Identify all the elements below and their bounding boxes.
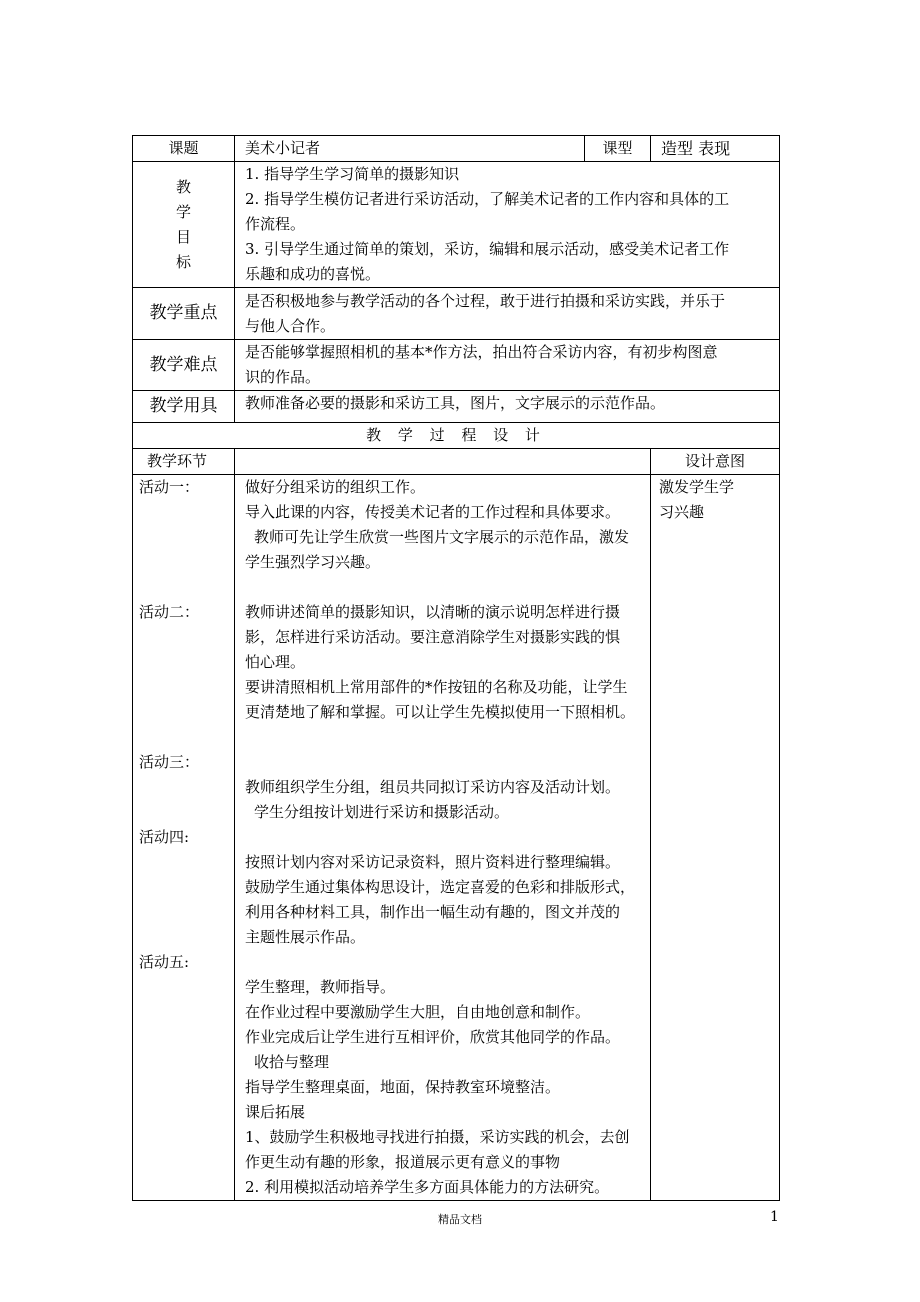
- content-line: 做好分组采访的组织工作。: [245, 478, 426, 496]
- type-label: 课型: [585, 136, 651, 162]
- objectives-label-char: 标: [175, 252, 191, 271]
- objective-line: 作流程。: [245, 215, 306, 233]
- stage-label: 活动三：: [139, 753, 200, 771]
- focus-line: 与他人合作。: [245, 316, 336, 335]
- tools-label: 教学用具: [133, 391, 235, 423]
- content-line: 导入此课的内容，传授美术记者的工作过程和具体要求。: [245, 503, 621, 521]
- objectives-row: [133, 162, 780, 288]
- content-column: [235, 475, 651, 1201]
- focus-line: 是否积极地参与教学活动的各个过程，敢于进行拍摄和采访实践，并乐于: [245, 291, 726, 310]
- content-line: 学生整理，教师指导。: [245, 978, 396, 996]
- stage-column-header: 教学环节: [133, 449, 235, 475]
- content-line: 作更生动有趣的形象，报道展示更有意义的事物: [245, 1153, 561, 1171]
- content-line: 课后拓展: [245, 1103, 306, 1121]
- objectives-label-char: 学: [175, 202, 191, 221]
- difficulty-label: 教学难点: [133, 340, 235, 391]
- topic-row: [133, 136, 780, 162]
- content-line: 在作业过程中要激励学生大胆，自由地创意和制作。: [245, 1003, 591, 1021]
- content-column-header: [235, 449, 651, 475]
- objective-line: 2. 指导学生模仿记者进行采访活动，了解美术记者的工作内容和具体的工: [245, 190, 730, 208]
- content-line: 主题性展示作品。: [245, 928, 366, 946]
- focus-text: [235, 288, 780, 340]
- difficulty-row: [133, 340, 780, 391]
- content-line: 教师讲述简单的摄影知识，以清晰的演示说明怎样进行摄: [245, 603, 621, 621]
- content-line: 要讲清照相机上常用部件的*作按钮的名称及功能，让学生: [245, 678, 628, 696]
- objectives-label: [133, 162, 235, 288]
- content-line: 更清楚地了解和掌握。可以让学生先模拟使用一下照相机。: [245, 703, 636, 721]
- content-line: 教师组织学生分组，组员共同拟订采访内容及活动计划。: [245, 778, 621, 796]
- objectives-label-char: 目: [175, 227, 191, 246]
- objective-line: 乐趣和成功的喜悦。: [245, 265, 381, 283]
- intent-column-header: 设计意图: [651, 449, 780, 475]
- content-line: 2. 利用模拟活动培养学生多方面具体能力的方法研究。: [245, 1178, 610, 1196]
- objectives-label-char: 教: [175, 177, 191, 196]
- focus-label: 教学重点: [133, 288, 235, 340]
- objective-line: 3. 引导学生通过简单的策划，采访，编辑和展示活动，感受美术记者工作: [245, 240, 730, 258]
- process-body-row: [133, 475, 780, 1201]
- tools-row: [133, 391, 780, 423]
- content-line: 学生强烈学习兴趣。: [245, 553, 381, 571]
- content-line: 指导学生整理桌面，地面，保持教室环境整洁。: [245, 1078, 561, 1096]
- stage-label: 活动二：: [139, 603, 200, 621]
- tools-text: 教师准备必要的摄影和采访工具，图片，文字展示的示范作品。: [235, 391, 780, 423]
- content-line: 学生分组按计划进行采访和摄影活动。: [254, 803, 510, 821]
- objectives-text: [235, 162, 780, 288]
- topic-value: 美术小记者: [235, 136, 585, 162]
- content-line: 利用各种材料工具，制作出一幅生动有趣的，图文并茂的: [245, 903, 621, 921]
- focus-row: [133, 288, 780, 340]
- type-value: 造型 表现: [651, 136, 780, 162]
- lesson-plan-table: [132, 135, 780, 1201]
- footer-label: 精品文档: [438, 1213, 482, 1226]
- difficulty-line: 是否能够掌握照相机的基本*作方法，拍出符合采访内容，有初步构图意: [245, 343, 718, 361]
- objective-line: 1. 指导学生学习简单的摄影知识: [245, 165, 460, 183]
- content-line: 影，怎样进行采访活动。要注意消除学生对摄影实践的惧: [245, 628, 621, 646]
- content-line: 收拾与整理: [254, 1053, 330, 1071]
- content-line: 教师可先让学生欣赏一些图片文字展示的示范作品，激发: [254, 528, 630, 546]
- content-line: 鼓励学生通过集体构思设计，选定喜爱的色彩和排版形式，: [245, 878, 636, 896]
- difficulty-text: [235, 340, 780, 391]
- stage-label: 活动四:: [139, 828, 190, 846]
- content-line: 按照计划内容对采访记录资料，照片资料进行整理编辑。: [245, 853, 621, 871]
- process-header-row: [133, 449, 780, 475]
- stage-label: 活动五:: [139, 953, 190, 971]
- difficulty-line: 识的作品。: [245, 368, 321, 386]
- topic-label: 课题: [133, 136, 235, 162]
- page-number: 1: [770, 1209, 779, 1225]
- stage-label: 活动一：: [139, 478, 200, 496]
- stage-column: [133, 475, 235, 1201]
- process-title-row: [133, 423, 780, 449]
- intent-column: [651, 475, 780, 1201]
- content-line: 作业完成后让学生进行互相评价，欣赏其他同学的作品。: [245, 1028, 621, 1046]
- content-line: 怕心理。: [245, 653, 306, 671]
- content-line: 1、鼓励学生积极地寻找进行拍摄，采访实践的机会，去创: [245, 1128, 630, 1146]
- process-title: 教 学 过 程 设 计: [133, 423, 780, 449]
- intent-line: 激发学生学: [659, 478, 735, 496]
- intent-line: 习兴趣: [659, 503, 705, 521]
